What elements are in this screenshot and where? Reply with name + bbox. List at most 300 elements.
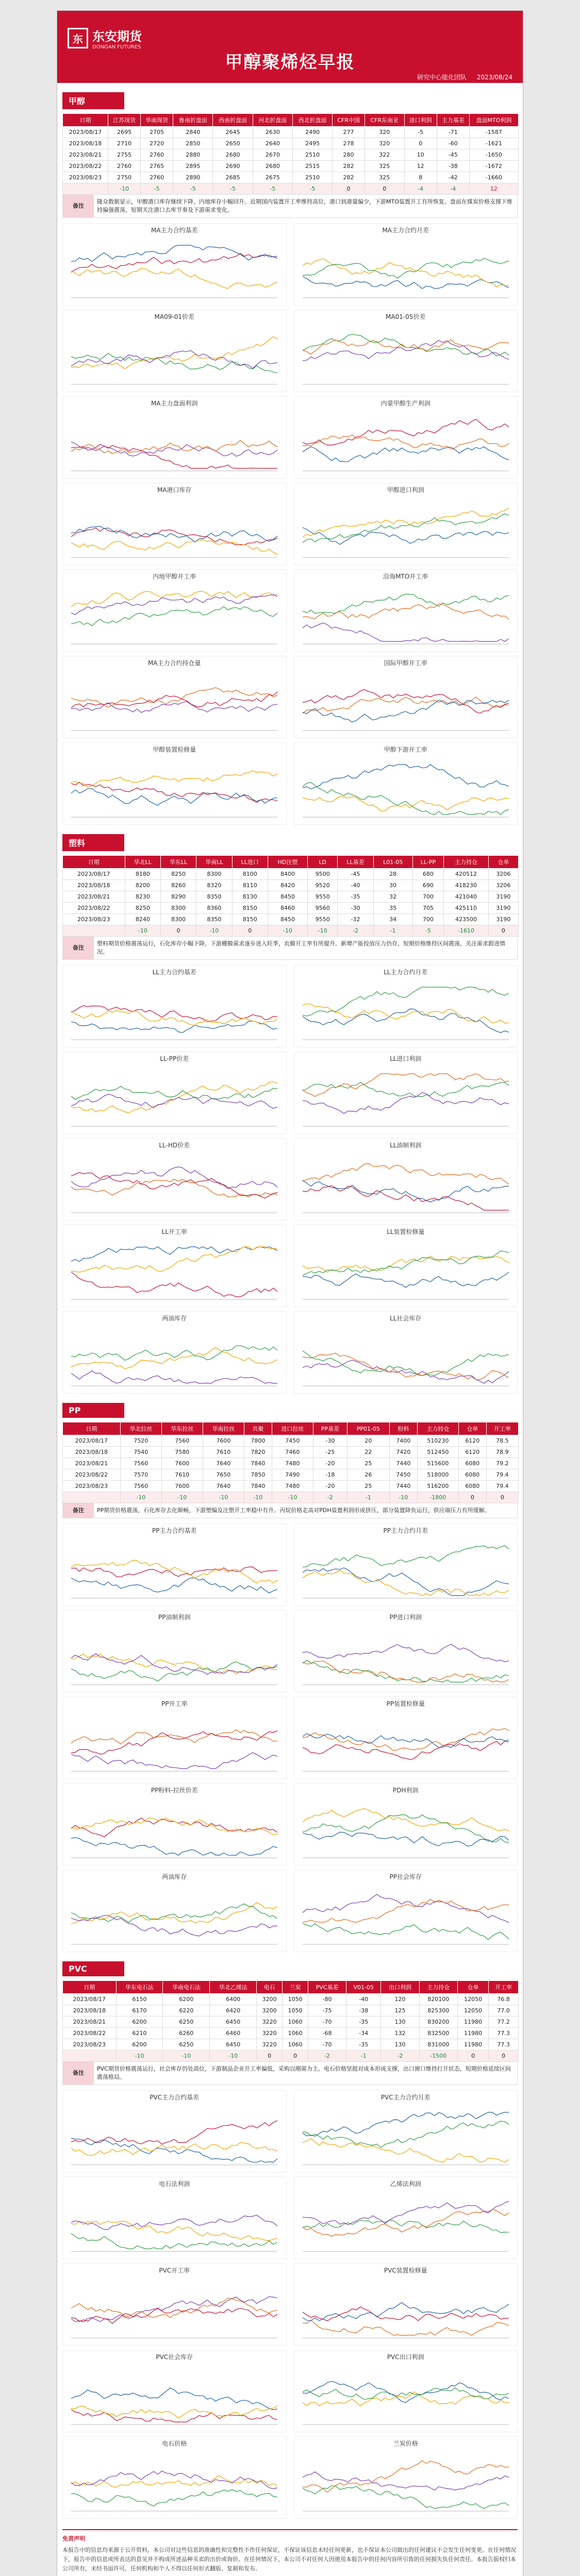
table-cell: 282 — [333, 161, 365, 172]
chart-title: LL-HD价差 — [159, 1142, 190, 1149]
chart-series-line — [303, 1924, 509, 1940]
chart-series-line — [303, 1808, 509, 1831]
chart-series-line — [71, 245, 277, 262]
table-cell: -40 — [338, 880, 373, 891]
chart-panel — [62, 2090, 287, 2173]
table-header: 粉料 — [389, 1422, 417, 1435]
table-cell: -35 — [346, 2039, 381, 2050]
change-cell: -10 — [161, 1492, 203, 1503]
table-cell: 78.5 — [486, 1435, 518, 1447]
chart-plot — [297, 1888, 514, 1950]
chart-series-line — [71, 771, 277, 787]
table-cell: -32 — [338, 914, 373, 925]
table-cell: 1060 — [283, 2039, 308, 2050]
table-cell: -1621 — [469, 138, 518, 149]
table-cell: 6210 — [116, 2028, 163, 2039]
table-header: PP基差 — [313, 1422, 347, 1435]
chart-series-line — [303, 1899, 509, 1922]
chart-title: 内蒙甲醇生产利润 — [380, 400, 430, 407]
table-cell: 2023/08/18 — [63, 880, 125, 891]
table-row — [63, 2016, 519, 2028]
chart-panel — [294, 2177, 518, 2259]
table-cell: 2023/08/18 — [63, 1447, 121, 1458]
table-cell: 280 — [333, 149, 365, 161]
table-header: CFR中国 — [333, 114, 365, 127]
chart-title: 电石法利润 — [159, 2180, 190, 2188]
table-cell: 8240 — [125, 914, 160, 925]
chart-title: 甲醇装置检修量 — [153, 746, 196, 753]
table-row — [63, 891, 519, 903]
chart-panel — [294, 965, 518, 1047]
table-cell: 2895 — [173, 161, 213, 172]
chart-series-line — [71, 268, 277, 289]
table-cell: 2750 — [108, 172, 141, 183]
table-cell: 2023/08/17 — [63, 1435, 121, 1447]
remark-label: 备注 — [63, 937, 94, 959]
chart-series-line — [303, 2381, 509, 2402]
table-cell: 32 — [373, 891, 412, 903]
chart-title: MA09-01价差 — [154, 313, 194, 320]
chart-plot — [297, 241, 514, 303]
table-header: 日期 — [63, 1981, 117, 1994]
chart-panel — [62, 483, 287, 565]
chart-series-line — [303, 2201, 509, 2225]
table-cell: 25 — [347, 1458, 389, 1469]
report-header — [57, 11, 523, 83]
table-cell: 2695 — [108, 127, 141, 138]
chart-panel — [294, 1783, 518, 1866]
chart-series-line — [303, 697, 509, 714]
table-cell: 2023/08/23 — [63, 914, 125, 925]
change-cell: 0 — [283, 2050, 308, 2062]
chart-series-line — [303, 2392, 509, 2406]
table-cell: 421040 — [444, 891, 488, 903]
price-table — [62, 1422, 519, 1503]
chart-plot — [297, 2281, 514, 2343]
chart-series-line — [303, 1353, 509, 1380]
table-cell: 8150 — [232, 903, 268, 914]
table-cell: 2890 — [173, 172, 213, 183]
chart-title: LL油制利润 — [390, 1142, 422, 1149]
change-cell: -1500 — [419, 2050, 457, 2062]
table-header: 华北拉丝 — [120, 1422, 161, 1435]
chart-panel — [62, 310, 287, 392]
table-cell: 690 — [412, 880, 444, 891]
table-cell: 8350 — [196, 914, 232, 925]
chart-series-line — [71, 445, 277, 468]
change-cell: 0 — [486, 1492, 518, 1503]
table-cell: 2023/08/21 — [63, 891, 125, 903]
logo-sub: DONGAN FUTURES — [92, 44, 141, 50]
table-cell: 9500 — [308, 869, 338, 880]
chart-series-line — [303, 419, 509, 445]
table-cell: 8130 — [232, 891, 268, 903]
table-cell: 2510 — [292, 172, 332, 183]
chart-series-line — [303, 258, 509, 278]
chart-series-line — [303, 2388, 509, 2400]
change-cell: 0 — [489, 2050, 519, 2062]
table-row — [63, 127, 519, 138]
table-cell: 8 — [404, 172, 437, 183]
table-cell: 7540 — [120, 1447, 161, 1458]
chart-series-line — [71, 2489, 277, 2506]
table-cell: 2023/08/18 — [63, 138, 108, 149]
chart-series-line — [303, 1074, 509, 1096]
table-cell: 2765 — [141, 161, 173, 172]
chart-series-line — [303, 1164, 509, 1184]
table-header: 电石 — [257, 1981, 283, 1994]
chart-grid — [62, 1523, 518, 1952]
chart-series-line — [71, 1578, 277, 1593]
chart-panel — [294, 1052, 518, 1134]
table-cell: 7800 — [244, 1435, 272, 1447]
table-cell: 22 — [347, 1447, 389, 1458]
table-cell: 7480 — [272, 1458, 313, 1469]
change-cell: -10 — [268, 925, 307, 937]
table-header: 日期 — [63, 1422, 121, 1435]
table-cell: -1650 — [469, 149, 518, 161]
chart-series-line — [71, 1272, 277, 1297]
table-header: 华北乙烯法 — [210, 1981, 257, 1994]
change-cell: -10 — [203, 1492, 244, 1503]
chart-plot — [66, 2454, 283, 2516]
chart-series-line — [303, 1644, 509, 1662]
chart-series-line — [303, 623, 509, 641]
table-cell: 8400 — [268, 869, 307, 880]
table-row — [63, 2039, 519, 2050]
table-cell: 2023/08/22 — [63, 161, 108, 172]
change-cell: -4 — [437, 183, 469, 195]
table-row — [63, 1435, 519, 1447]
table-cell: 3200 — [257, 1994, 283, 2005]
chart-series-line — [303, 2220, 509, 2232]
change-cell: -10 — [125, 925, 160, 937]
chart-series-line — [71, 528, 277, 545]
chart-panel — [294, 1610, 518, 1692]
table-header: 出口利润 — [381, 1981, 419, 1994]
table-cell: 3190 — [488, 914, 518, 925]
chart-panel — [62, 2263, 287, 2346]
remark-label: 备注 — [63, 1503, 94, 1518]
chart-series-line — [303, 1185, 509, 1210]
chart-series-line — [303, 700, 509, 722]
table-cell: 12 — [404, 161, 437, 172]
change-cell: -10 — [116, 2050, 163, 2062]
table-cell: 2850 — [173, 138, 213, 149]
change-cell: 0 — [232, 925, 268, 937]
table-cell: 3200 — [257, 2005, 283, 2016]
table-cell: 2705 — [141, 127, 173, 138]
chart-series-line — [71, 1247, 277, 1262]
chart-series-line — [71, 606, 277, 625]
table-cell: 7460 — [272, 1447, 313, 1458]
table-cell: 8250 — [161, 869, 196, 880]
table-cell: 6250 — [163, 2016, 210, 2028]
change-cell: -10 — [389, 1492, 417, 1503]
chart-series-line — [303, 1894, 509, 1923]
section-title: 甲醇 — [62, 92, 124, 109]
table-cell: 7420 — [389, 1447, 417, 1458]
table-cell: 3206 — [488, 869, 518, 880]
chart-plot — [66, 1243, 283, 1304]
table-cell: 0 — [404, 138, 437, 149]
table-cell: -70 — [308, 2039, 346, 2050]
table-cell: 7640 — [203, 1458, 244, 1469]
table-header: 华东LL — [161, 856, 196, 869]
change-cell: 0 — [364, 183, 404, 195]
table-cell: 2510 — [292, 149, 332, 161]
chart-title: MA港口库存 — [157, 486, 192, 494]
change-cell: 0 — [257, 2050, 283, 2062]
chart-plot — [66, 2368, 283, 2430]
table-cell: 277 — [333, 127, 365, 138]
chart-series-line — [303, 340, 509, 354]
section-title: PP — [62, 1403, 124, 1418]
table-header: 主力基差 — [437, 114, 469, 127]
table-cell: 6220 — [163, 2005, 210, 2016]
chart-plot — [297, 414, 514, 476]
chart-series-line — [303, 1256, 509, 1272]
table-header: HD注塑 — [268, 856, 307, 869]
table-cell: 6420 — [210, 2005, 257, 2016]
chart-plot — [297, 674, 514, 736]
section-title: PVC — [62, 1961, 124, 1976]
chart-series-line — [303, 2112, 509, 2136]
table-cell: 7600 — [161, 1458, 203, 1469]
table-cell: 76.8 — [489, 1994, 519, 2005]
table-cell: 130 — [381, 2016, 419, 2028]
table-cell: 512450 — [417, 1447, 458, 1458]
table-cell: 9520 — [308, 880, 338, 891]
table-row — [63, 880, 519, 891]
change-cell: 0 — [457, 2050, 489, 2062]
change-cell: -10 — [108, 183, 141, 195]
chart-title: 沿海MTO开工率 — [383, 573, 428, 580]
table-cell: 2023/08/21 — [63, 2016, 117, 2028]
chart-panel — [294, 1523, 518, 1606]
chart-series-line — [303, 604, 509, 619]
logo-mark-icon: 东 — [68, 28, 88, 48]
chart-series-line — [71, 253, 277, 273]
chart-title: MA主力合约月差 — [382, 227, 429, 234]
change-cell: -10 — [210, 2050, 257, 2062]
table-header: 华南LL — [196, 856, 232, 869]
chart-title: PP主力合约基差 — [152, 1527, 197, 1534]
change-label-cell — [63, 925, 125, 937]
table-cell: 2023/08/23 — [63, 2039, 117, 2050]
chart-title: LL主力合约基差 — [152, 969, 196, 976]
chart-title: 甲醇进口利润 — [387, 486, 424, 494]
table-cell: 832500 — [419, 2028, 457, 2039]
price-table — [62, 113, 519, 195]
table-cell: 831000 — [419, 2039, 457, 2050]
table-cell: 7570 — [120, 1469, 161, 1481]
chart-series-line — [303, 2320, 509, 2335]
change-label-cell — [63, 183, 108, 195]
table-cell: 6170 — [116, 2005, 163, 2016]
table-cell: 3206 — [488, 880, 518, 891]
table-cell: 420512 — [444, 869, 488, 880]
table-cell: 7650 — [203, 1469, 244, 1481]
table-header: 仓单 — [457, 1981, 489, 1994]
logo — [68, 26, 142, 50]
table-cell: 2023/08/18 — [63, 2005, 117, 2016]
table-cell: -35 — [346, 2016, 381, 2028]
table-cell: 6150 — [116, 1994, 163, 2005]
chart-panel — [62, 1311, 287, 1394]
table-row — [63, 869, 519, 880]
chart-plot — [66, 501, 283, 563]
table-row — [63, 161, 519, 172]
price-table — [62, 1980, 519, 2062]
chart-series-line — [303, 2461, 509, 2492]
chart-plot — [297, 983, 514, 1045]
report-title: 甲醇聚烯烃早报 — [225, 52, 355, 73]
change-cell: -10 — [272, 1492, 313, 1503]
chart-series-line — [71, 2308, 277, 2324]
table-cell: 1050 — [283, 2005, 308, 2016]
table-cell: 8150 — [232, 914, 268, 925]
table-cell: 6120 — [458, 1447, 486, 1458]
remark-box — [62, 2062, 518, 2085]
table-cell: 7560 — [120, 1481, 161, 1492]
change-cell: -5 — [141, 183, 173, 195]
table-cell: 510230 — [417, 1435, 458, 1447]
chart-series-line — [71, 526, 277, 542]
chart-series-line — [71, 2143, 277, 2156]
price-table — [62, 855, 519, 937]
change-cell: -10 — [196, 925, 232, 937]
table-cell: 79.4 — [486, 1469, 518, 1481]
chart-plot — [66, 1541, 283, 1603]
table-cell: 7840 — [244, 1481, 272, 1492]
table-cell: 2720 — [141, 138, 173, 149]
report-date: 2023/08/24 — [476, 74, 512, 81]
chart-series-line — [303, 514, 509, 543]
table-cell: -38 — [346, 2005, 381, 2016]
chart-panel — [62, 1783, 287, 1866]
chart-series-line — [303, 1741, 509, 1760]
change-cell: -5 — [173, 183, 213, 195]
chart-title: PP装置检修量 — [386, 1700, 425, 1707]
chart-series-line — [303, 1728, 509, 1751]
chart-series-line — [71, 1346, 277, 1361]
change-cell: -1 — [373, 925, 412, 937]
table-cell: 7600 — [203, 1435, 244, 1447]
chart-series-line — [71, 2233, 277, 2249]
table-cell: 7610 — [161, 1469, 203, 1481]
table-header: V01-05 — [346, 1981, 381, 1994]
table-row — [63, 1447, 519, 1458]
chart-title: 国际甲醇开工率 — [384, 659, 427, 667]
chart-title: LL主力合约月差 — [384, 969, 428, 976]
table-row — [63, 914, 519, 925]
table-cell: 830200 — [419, 2016, 457, 2028]
table-cell: 6080 — [458, 1469, 486, 1481]
chart-panel — [294, 1138, 518, 1221]
disclaimer — [62, 2529, 518, 2573]
change-cell: 0 — [161, 925, 196, 937]
chart-title: 乙烯法利润 — [390, 2180, 421, 2188]
chart-series-line — [71, 1167, 277, 1189]
table-cell: 132 — [381, 2028, 419, 2039]
chart-plot — [66, 674, 283, 736]
table-row — [63, 1481, 519, 1492]
table-cell: 8250 — [125, 903, 160, 914]
chart-series-line — [71, 1021, 277, 1033]
table-cell: 6460 — [210, 2028, 257, 2039]
table-header: 日期 — [63, 114, 108, 127]
table-cell: -70 — [308, 2016, 346, 2028]
change-cell: -1610 — [444, 925, 488, 937]
table-cell: 8180 — [125, 869, 160, 880]
table-cell: 2680 — [253, 161, 292, 172]
chart-plot — [66, 1156, 283, 1218]
table-cell: 2880 — [173, 149, 213, 161]
chart-plot — [66, 983, 283, 1045]
table-row — [63, 903, 519, 914]
table-cell: 6120 — [458, 1435, 486, 1447]
table-cell: 7440 — [389, 1481, 417, 1492]
chart-panel — [62, 2350, 287, 2432]
change-cell: -5 — [213, 183, 253, 195]
chart-series-line — [71, 1904, 277, 1922]
remark-text: PVC期货价格震荡运行，社会库存仍处高位，下游制品企业开工率偏低，采购以刚需为主。电石价格坚挺对成本形成支撑，出口窗口维持打开状态，短期价格延续区间震荡格局。 — [97, 2065, 511, 2080]
chart-panel — [294, 656, 518, 738]
table-cell: 705 — [412, 903, 444, 914]
chart-series-line — [71, 1818, 277, 1835]
chart-plot — [297, 328, 514, 389]
chart-series-line — [303, 1546, 509, 1567]
table-header: 河北折盘面 — [253, 114, 292, 127]
chart-series-line — [303, 1004, 509, 1023]
chart-title: PVC主力合约基差 — [150, 2094, 200, 2101]
chart-series-line — [303, 1734, 509, 1748]
table-cell: 9560 — [308, 903, 338, 914]
chart-title: LL-PP价差 — [160, 1055, 189, 1062]
chart-series-line — [71, 1173, 277, 1198]
chart-panel — [294, 569, 518, 652]
table-cell: 7480 — [272, 1481, 313, 1492]
table-cell: -45 — [437, 149, 469, 161]
chart-plot — [66, 241, 283, 303]
chart-grid — [62, 223, 518, 825]
table-cell: 8290 — [161, 891, 196, 903]
table-cell: -18 — [313, 1469, 347, 1481]
chart-title: 甲醇下游开工率 — [384, 746, 427, 753]
chart-title: 电石价格 — [162, 2440, 187, 2447]
table-cell: -42 — [437, 172, 469, 183]
chart-series-line — [71, 1006, 277, 1022]
chart-series-line — [71, 591, 277, 607]
table-cell: 8420 — [268, 880, 307, 891]
chart-panel — [62, 1225, 287, 1307]
table-cell: 11980 — [457, 2028, 489, 2039]
table-cell: 8350 — [196, 891, 232, 903]
chart-plot — [66, 760, 283, 822]
table-cell: 7840 — [244, 1458, 272, 1469]
table-cell: 2023/08/17 — [63, 127, 108, 138]
table-cell: 6450 — [210, 2016, 257, 2028]
chart-series-line — [71, 1371, 277, 1383]
table-header: PVC基差 — [308, 1981, 346, 1994]
chart-series-line — [303, 447, 509, 462]
table-row — [63, 172, 519, 183]
chart-series-line — [303, 1660, 509, 1682]
change-cell: -10 — [308, 925, 338, 937]
table-cell: 2690 — [213, 161, 253, 172]
table-cell: 2515 — [292, 161, 332, 172]
